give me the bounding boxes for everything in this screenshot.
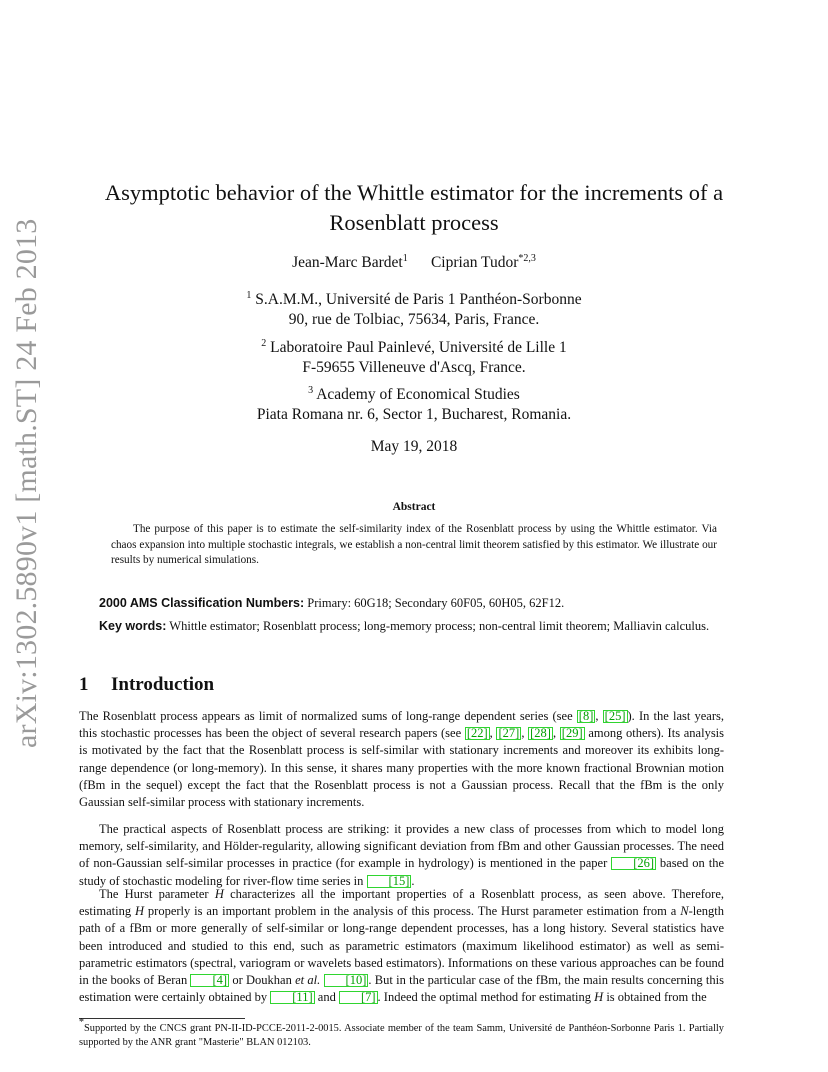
text-run: . But in the particular case of the fBm, the main results concerning this estimation were certainly obtained by — [79, 973, 724, 1005]
paper-date: May 19, 2018 — [370, 438, 458, 455]
affil-mark: 3 — [308, 385, 314, 396]
title-line-1: Asymptotic behavior of the Whittle estimator for the increments of a — [104, 180, 724, 205]
affiliation-3 — [0, 385, 828, 425]
math-symbol: N — [680, 904, 689, 919]
text-run: among others). Its analysis is motivated by the fact that the Rosenblatt process is self-similar with stationary increments and moreover its exhibits long-range dependence (or long-memory). In this sense, it shares many properties with the more known fractional Brownian motion (fBm in the sequel) except the fact that the Rosenblatt process is not a Gaussian process. Recall that the fBm is the only Gaussian self-similar process with stationary increments. — [79, 726, 725, 810]
citation-link[interactable]: [4] — [190, 974, 229, 987]
text-run: , — [521, 726, 529, 741]
citation-link[interactable]: [29] — [561, 726, 583, 741]
intro-paragraph-3 — [79, 886, 724, 1006]
footnote-text: Supported by the CNCS grant PN-II-ID-PCCE-2011-2-0015. Associate member of the team Samm, Université de Panthéon-Sorbonne Paris 1. Partially supported by the ANR grant "Masterie" BLAN 012103. — [79, 1023, 724, 1048]
arxiv-stamp: arXiv:1302.5890v1 [math.ST] 24 Feb 2013 — [10, 218, 43, 748]
affiliation-1 — [0, 290, 828, 330]
text-run: and — [314, 990, 339, 1005]
citation-link[interactable]: [15] — [367, 875, 412, 888]
footnote — [79, 1017, 724, 1050]
ams-label: 2000 AMS Classification Numbers: — [99, 596, 305, 610]
text-run: characterizes all the important properties of a Rosenblatt process, as seen above. Therefore, estimating — [79, 887, 724, 919]
footnote-divider — [79, 1018, 245, 1019]
affil-line: 90, rue de Tolbiac, 75634, Paris, France. — [288, 311, 540, 328]
citation-link[interactable]: [7] — [339, 991, 378, 1004]
paper-title — [0, 178, 828, 238]
affil-line: Piata Romana nr. 6, Sector 1, Bucharest, Romania. — [256, 406, 572, 423]
author-name: Jean-Marc Bardet — [292, 254, 403, 271]
math-symbol: H — [594, 990, 604, 1005]
affiliation-2 — [0, 338, 828, 378]
ams-text: Primary: 60G18; Secondary 60F05, 60H05, 62F12. — [307, 596, 565, 610]
citation-link[interactable]: [8] — [578, 709, 594, 723]
intro-paragraph-1 — [79, 708, 724, 811]
footnote-mark: * — [79, 1017, 84, 1028]
citation-link[interactable]: [28] — [530, 726, 551, 741]
author-name: Ciprian Tudor — [430, 254, 519, 271]
text-run: The practical aspects of Rosenblatt process are striking: it provides a new class of processes from which to model long memory, self-similarity, and Hölder-regularity, allowing significant deviation from fBm and other Gaussian processes. The need of non-Gaussian self-similar processes in practice (for example in hydrology) is mentioned in the paper — [79, 822, 724, 871]
affil-mark: 2 — [261, 338, 267, 349]
abstract-heading: Abstract — [392, 501, 436, 513]
affil-mark: 1 — [246, 290, 252, 301]
section-title: Introduction — [111, 674, 215, 695]
keywords — [79, 618, 724, 635]
text-run: et al. — [295, 973, 321, 988]
citation-link[interactable]: [27] — [498, 726, 520, 741]
text-run: properly is an important problem in the analysis of this process. The Hurst parameter estimation from a — [144, 904, 681, 919]
math-symbol: H — [214, 887, 224, 901]
keywords-label: Key words: — [99, 619, 167, 633]
citation-link[interactable]: [10] — [324, 974, 369, 987]
text-run: . Indeed the optimal method for estimating — [377, 990, 595, 1005]
author-affil-mark: *2,3 — [518, 253, 536, 264]
text-run: , — [595, 709, 603, 723]
text-run: , — [489, 726, 497, 741]
text-run: The Hurst parameter — [99, 887, 215, 901]
affil-line: S.A.M.M., Université de Paris 1 Panthéon-Sorbonne — [255, 291, 582, 308]
affil-line: Laboratoire Paul Painlevé, Université de Lille 1 — [270, 339, 567, 356]
citation-link[interactable]: [26] — [611, 857, 656, 870]
text-run: The Rosenblatt process appears as limit of normalized sums of long-range dependent series (see — [79, 709, 577, 723]
section-heading — [79, 674, 214, 696]
authors — [0, 254, 828, 272]
ams-classification — [79, 595, 724, 612]
intro-paragraph-2 — [79, 821, 724, 890]
citation-link[interactable]: [11] — [270, 991, 314, 1004]
text-run: or Doukhan — [229, 973, 296, 988]
affil-line: Academy of Economical Studies — [316, 386, 520, 403]
citation-link[interactable]: [22] — [466, 726, 488, 741]
abstract-text: The purpose of this paper is to estimate the self-similarity index of the Rosenblatt process by using the Whittle estimator. Via chaos expansion into multiple stochastic integrals, we establish a non-central limit theorem satisfied by this estimator. We illustrate our results by numerical simulations. — [111, 523, 717, 567]
text-run: . — [411, 873, 415, 888]
text-run: , — [552, 726, 560, 741]
text-run: -length path of a fBm or more generally of self-similar or long-range dependent processes, has a long history. Several statistics have been introduced and studied to this end, such as parametric estimators (maximum likelihood estimator) as well as semi-parametric estimators (spectral, variogram or wavelets based estimators). Informations on these various approaches can be found in the books of Beran — [79, 904, 724, 988]
text-run: based on the study of stochastic modeling for river-flow time series in — [79, 856, 724, 888]
text-run: is obtained from the — [603, 990, 707, 1005]
math-symbol: H — [134, 904, 145, 919]
author-affil-mark: 1 — [402, 253, 408, 264]
keywords-text: Whittle estimator; Rosenblatt process; long-memory process; non-central limit theorem; Malliavin calculus. — [169, 619, 710, 633]
title-line-2: Rosenblatt process — [329, 210, 499, 235]
citation-link[interactable]: [25] — [604, 709, 626, 723]
text-run: ). In the last years, this stochastic processes has been the object of several research papers (see — [79, 709, 725, 741]
section-number: 1 — [79, 674, 89, 695]
affil-line: F-59655 Villeneuve d'Ascq, France. — [302, 359, 526, 376]
